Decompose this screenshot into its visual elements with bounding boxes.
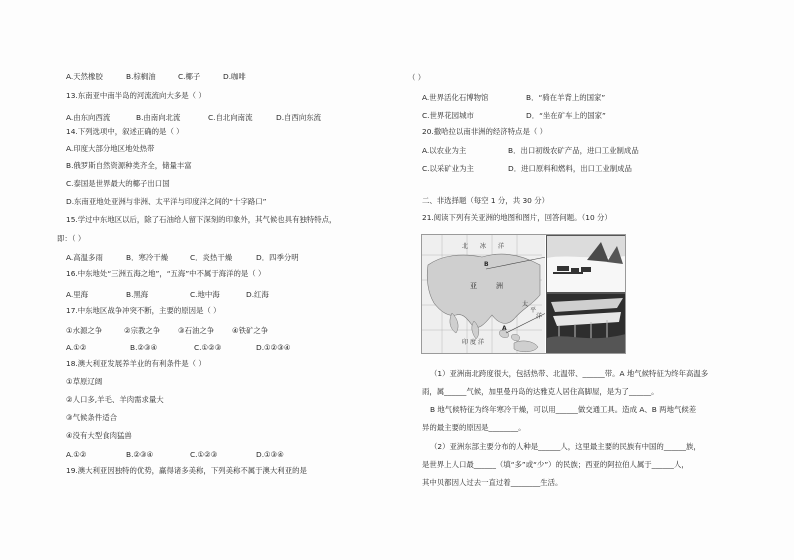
map-label-indian-3: 洋: [478, 339, 485, 346]
q13-stem: 13.东南亚中南半岛的河流流向大多是（ ）: [66, 91, 206, 100]
map-point-a: A: [502, 325, 507, 332]
q16-option-d: D.红海: [246, 290, 269, 299]
q18-item-4: ④没有大型食肉猛兽: [66, 431, 132, 440]
q12-option-c: C.椰子: [178, 72, 201, 81]
q20-option-a: A.以农业为主: [422, 146, 467, 155]
q12-option-a: A.天然橡胶: [66, 72, 103, 81]
q18-option-d: D.①③④: [256, 450, 284, 459]
q18-option-c: C.①②③: [190, 450, 218, 459]
q17-item-2: ②宗教之争: [124, 326, 161, 335]
q18-item-3: ③气候条件适合: [66, 413, 117, 422]
q13-option-b: B.由南向北流: [136, 113, 181, 122]
q19-stem: 19.澳大利亚因独特的优势，赢得诸多美称，下列美称不属于澳大利亚的是: [66, 466, 307, 475]
q16-stem: 16.中东地处“三洲五海之地”，“五海”中不属于海洋的是（ ）: [66, 269, 266, 278]
photo-reindeer-sled-svg: [547, 236, 626, 292]
q16-option-a: A.里海: [66, 290, 89, 299]
q12-option-b: B.棕榈油: [126, 72, 156, 81]
q18-item-2: ②人口多,羊毛、羊肉需求量大: [66, 395, 164, 404]
q18-item-1: ①草原辽阔: [66, 377, 103, 386]
map-label-pacific-2: 平: [530, 307, 537, 314]
q14-option-a: A.印度大部分地区地处热带: [66, 144, 155, 153]
q18-option-b: B.②③④: [126, 450, 154, 459]
q15-option-c: C．炎热干燥: [190, 253, 233, 262]
q15-stem-line2: 即：（ ）: [57, 234, 86, 243]
q21-stem: 21.阅读下列有关亚洲的地图和图片，回答问题。（10 分）: [422, 213, 612, 222]
q17-option-b: B.②③④: [130, 343, 158, 352]
q13-option-a: A.由东向西流: [66, 113, 111, 122]
q15-stem-line1: 15.学过中东地区以后，除了石油给人留下深刻的印象外，其气候也具有独特特点，: [66, 215, 337, 224]
q19-option-d: D．“坐在矿车上的国家”: [526, 111, 606, 120]
q21-part2-line2: 是世界上人口最______（填“多”或“少”）的民族；西亚的阿拉伯人属于______人，: [422, 460, 689, 469]
q21-part1-line4: 异的最主要的原因是________。: [422, 423, 526, 432]
q19-option-a: A.世界活化石博物馆: [422, 93, 489, 102]
q17-stem: 17.中东地区战争冲突不断，主要的原因是（ ）: [66, 306, 221, 315]
q14-option-b: B.俄罗斯自然资源种类齐全，储量丰富: [66, 161, 192, 170]
q18-option-a: A.①②: [66, 450, 87, 459]
q21-part1-line1: （1）亚洲南北跨度很大，包括热带、北温带、______带。A 地气候特征为终年高温多: [430, 369, 709, 378]
q15-option-d: D．四季分明: [256, 253, 299, 262]
q20-stem: 20.撒哈拉以南非洲的经济特点是（ ）: [422, 127, 547, 136]
q15-option-b: B．寒冷干燥: [126, 253, 169, 262]
q20-option-d: D．进口原料和燃料，出口工业制成品: [508, 164, 632, 173]
q21-part2-line1: （2）亚洲东部主要分布的人种是______人，这里最主要的民族有中国的______族，: [430, 442, 701, 451]
q20-option-c: C.以采矿业为主: [422, 164, 474, 173]
map-label-asia-2: 洲: [496, 282, 503, 290]
q16-option-c: C.地中海: [190, 290, 220, 299]
q19-paren: （ ）: [408, 73, 426, 82]
q21-part2-line3: 其中贝都因人过去一直过着________生活。: [422, 478, 563, 487]
q19-option-b: B．“骑在羊背上的国家”: [526, 93, 606, 102]
photo-stilt-house: [546, 293, 626, 354]
q13-option-c: C.自北向南流: [208, 113, 253, 122]
q14-stem: 14.下列选项中，叙述正确的是（ ）: [66, 127, 184, 136]
q17-option-c: C.①②③: [194, 343, 222, 352]
q18-stem: 18.澳大利亚发展养羊业的有利条件是（ ）: [66, 359, 206, 368]
q16-option-b: B.黑海: [126, 290, 149, 299]
map-label-arctic-3: 洋: [498, 243, 505, 250]
q17-item-3: ③石油之争: [178, 326, 215, 335]
q13-option-d: D.自西向东流: [276, 113, 321, 122]
map-label-pacific-3: 洋: [536, 313, 543, 320]
map-label-indian-2: 度: [470, 339, 477, 346]
q20-option-b: B．出口初级农矿产品，进口工业制成品: [508, 146, 639, 155]
q21-part1-line3: B 地气候特征为终年寒冷干燥，可以用______做交通工具。造成 A、B 两地气候差: [430, 405, 697, 414]
q12-option-d: D.咖啡: [223, 72, 246, 81]
q19-option-c: C.世界花园城市: [422, 111, 474, 120]
photo-reindeer-sled: [546, 235, 626, 293]
q17-item-1: ①水源之争: [66, 326, 103, 335]
section-2-title: 二、非选择题（每空 1 分，共 30 分）: [422, 196, 549, 205]
q14-option-c: C.泰国是世界最大的椰子出口国: [66, 179, 170, 188]
map-label-arctic-2: 冰: [480, 243, 487, 250]
map-label-pacific-1: 太: [522, 301, 529, 308]
asia-map-figure: [421, 234, 626, 354]
q21-part1-line2: 雨，属______气候，加里曼丹岛的达雅克人居住高脚屋，是为了______。: [422, 387, 659, 396]
map-label-indian-1: 印: [462, 339, 469, 346]
q14-option-d: D.东南亚地处亚洲与非洲、太平洋与印度洋之间的“十字路口”: [66, 197, 267, 206]
map-label-arctic-1: 北: [462, 243, 469, 250]
q17-option-a: A.①②: [66, 343, 87, 352]
map-point-b: B: [484, 261, 489, 268]
map-label-asia-1: 亚: [470, 282, 477, 290]
photo-stilt-house-svg: [547, 294, 626, 354]
q15-option-a: A.高温多雨: [66, 253, 103, 262]
q17-item-4: ④铁矿之争: [232, 326, 269, 335]
q17-option-d: D.①②③④: [256, 343, 291, 352]
